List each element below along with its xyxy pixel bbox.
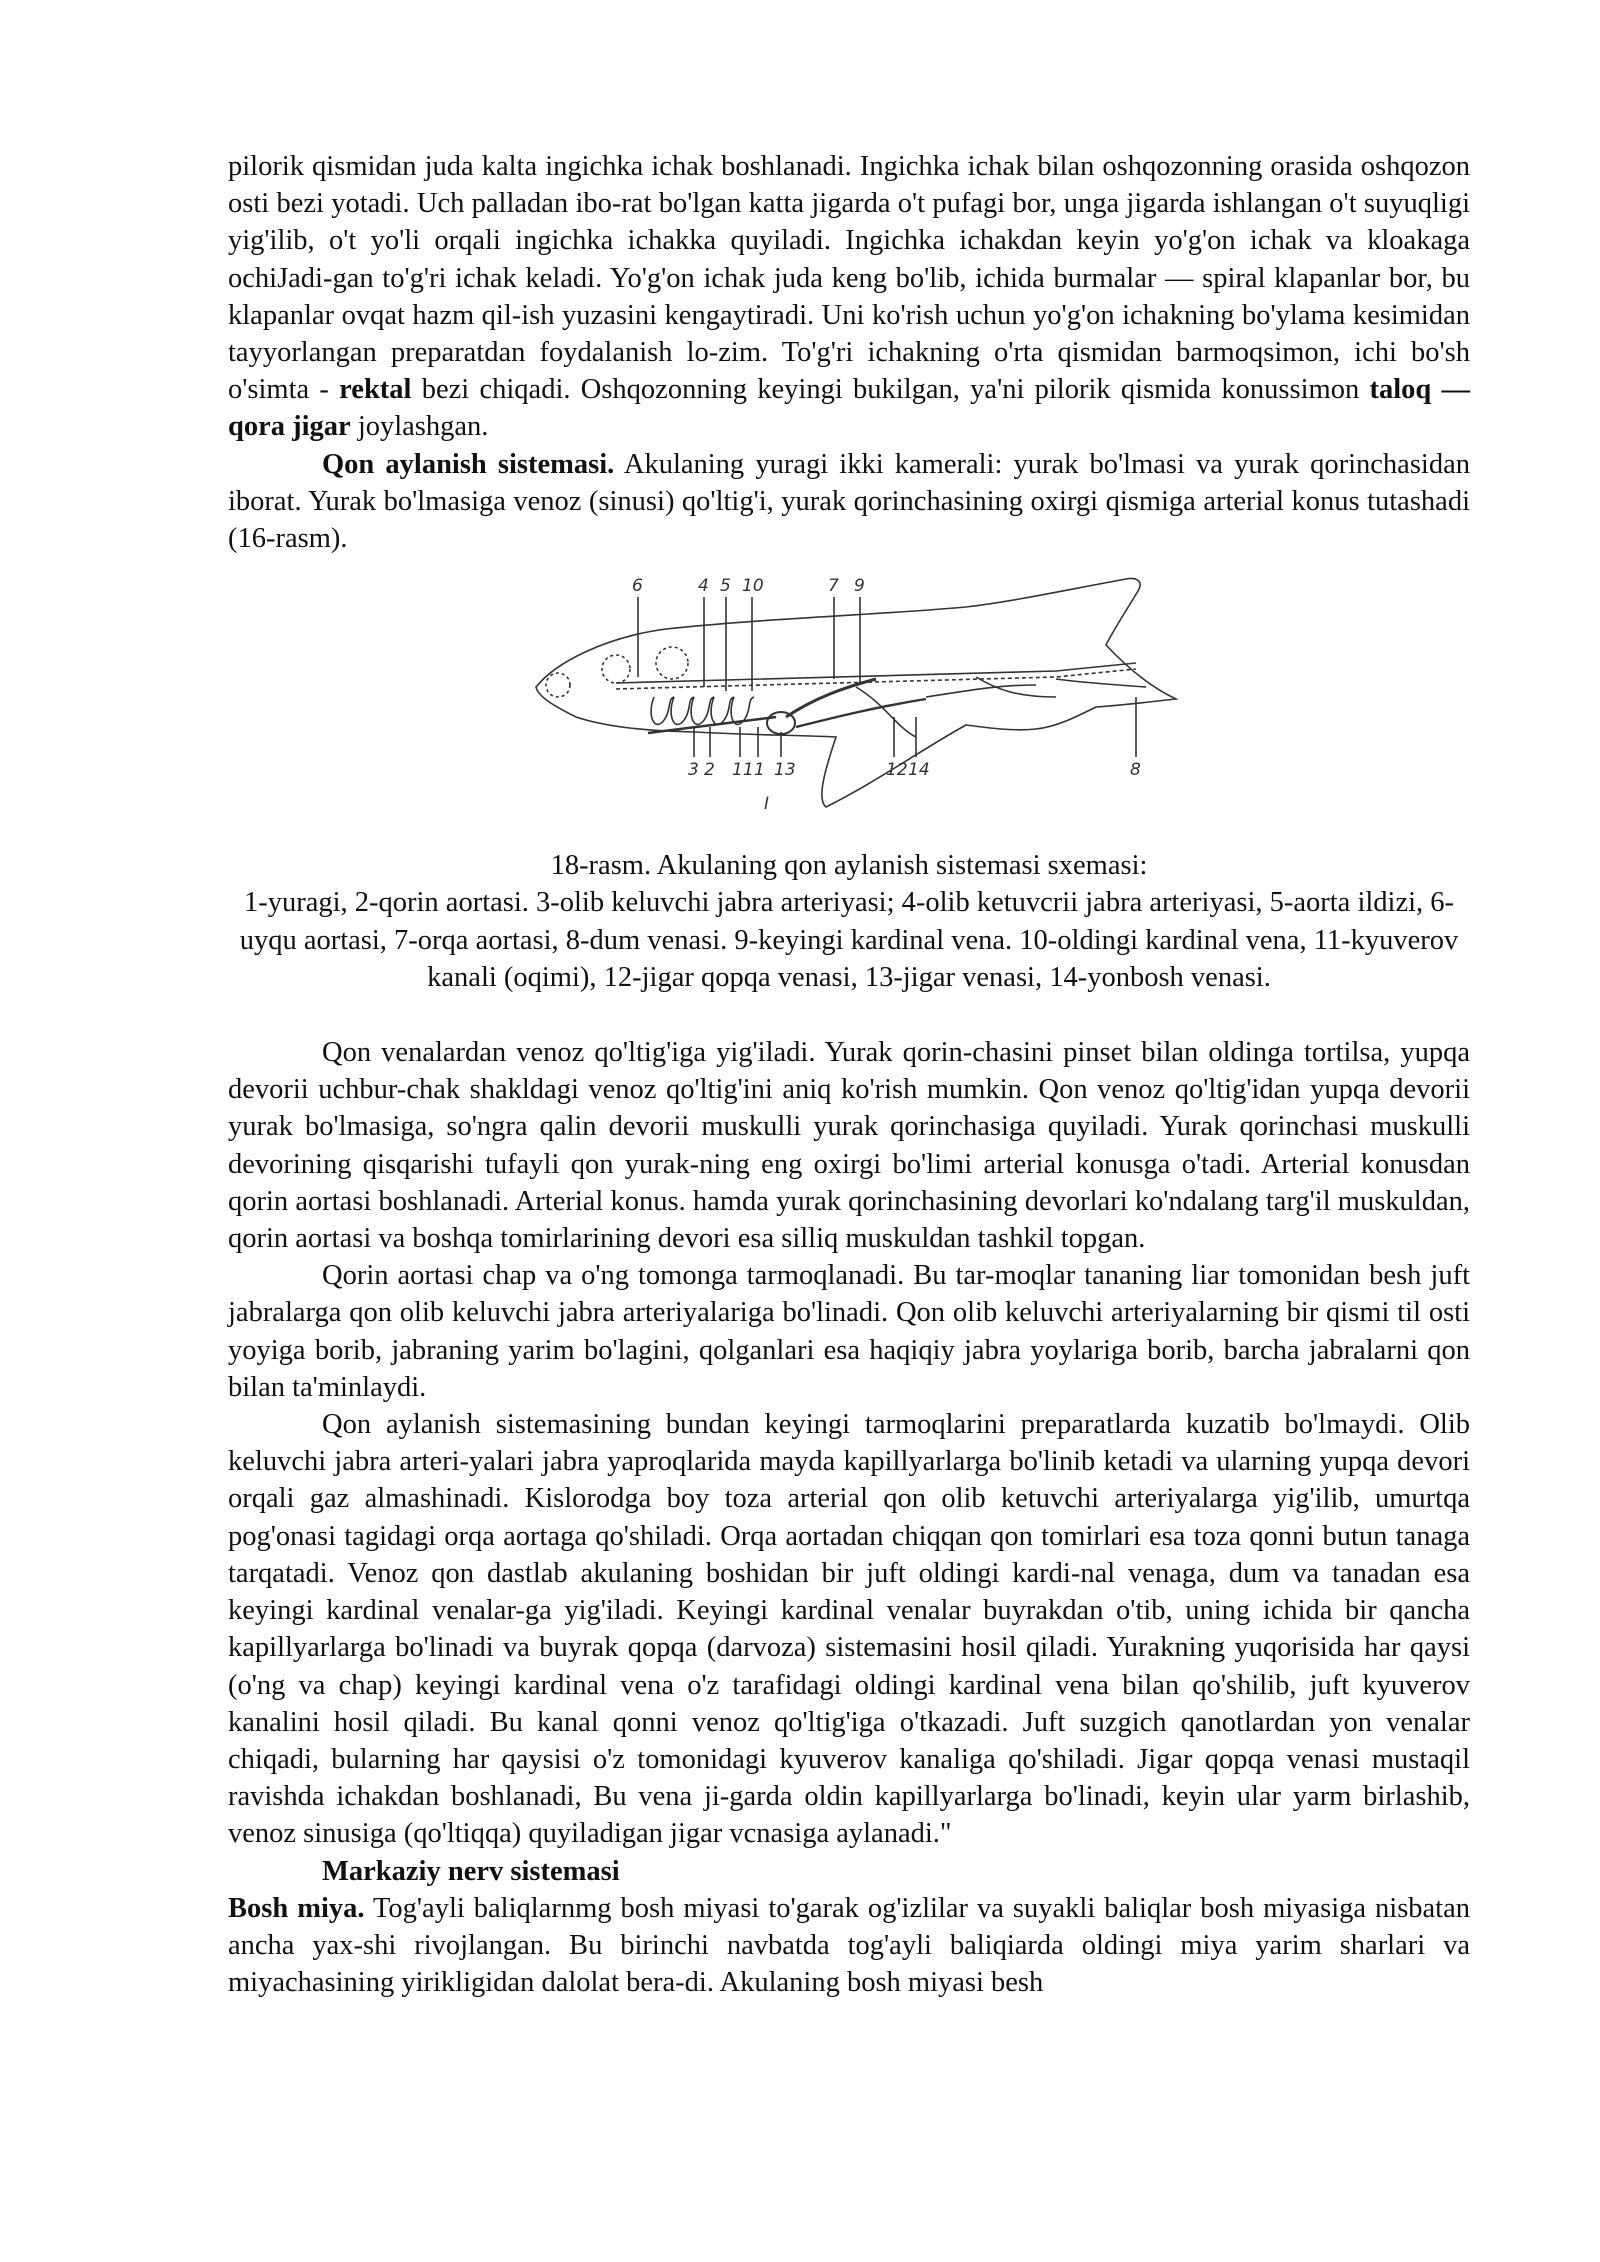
shark-body-outline [536, 579, 1176, 808]
figure-label-5: 5 [720, 576, 731, 597]
figure-caption [228, 847, 1470, 996]
figure-label-4: 4 [698, 576, 709, 597]
paragraph-digestive: pilorik qismidan juda kalta ingichka ichak boshlanadi. Ingichka ichak bilan oshqozonning orasida oshqozon osti bezi yotadi. Uch palladan ibo-rat bo'lgan katta jigarda o't pufagi bor, unga jigarda ishlangan o't suyuqligi yig'ilib, o't yo'li orqali ingichka ichakka quyiladi. Ingichka ichakdan keyin yo'g'on ichak va kloakaga ochiJadi-gan to'g'ri ichak keladi. Yo'g'on ichak juda keng bo'lib, ichida burmalar — spiral klapanlar bor, bu klapanlar ovqat hazm qil-ish yuzasini kengaytiradi. Uni ko'rish uchun yo'g'on ichakning bo'ylama kesimidan tayyorlangan preparatdan foydalanish lo-zim. To'g'ri ichakning o'rta qismidan barmoqsimon, ichi bo'sh o'simta - rektal bezi chiqadi. Oshqozonning keyingi bukilgan, ya'ni pilorik qismida konussimon taloq — qora jigar joylashgan. [228, 151, 1470, 443]
term-taloq: taloq — qora jigar [228, 374, 1470, 443]
figure-label-8: 8 [1130, 760, 1141, 781]
figure-label-2: 2 [704, 760, 715, 781]
figure-caption-text: 1-yuragi, 2-qorin aortasi. 3-olib keluvchi jabra arteriyasi; 4-olib ketuvcrii jabra arteriyasi, 5-aorta ildizi, 6-uyqu aortasi, 7-orqa aortasi, 8-dum venasi. 9-keyingi kardinal vena. 10-oldingi kardinal vena, 11-kyuverov kanali (oqimi), 12-jigar qopqa venasi, 13-jigar venasi, 14-yonbosh venasi. [239, 887, 1459, 993]
section-title-circulatory: Qon aylanish sistemasi. [322, 448, 615, 480]
document-page [228, 148, 1470, 2001]
figure-label-9: 9 [854, 576, 865, 597]
section-heading-nervous-system: Markaziy nerv sistemasi [322, 1855, 620, 1887]
paragraph-circulatory-intro: Qon aylanish sistemasi. Akulaning yuragi ikki kamerali: yurak bo'lmasi va yurak qorinchasidan iborat. Yurak bo'lmasiga venoz (sinusi) qo'ltig'i, yurak qorinchasining oxirgi qismiga arterial konus tutashadi (16-rasm). [228, 448, 1470, 555]
paragraph-brain: Bosh miya. Tog'ayli baliqlarnmg bosh miyasi to'garak og'izlilar va suyakli baliqlar bosh miyasiga nisbatan ancha yax-shi rivojlangan. Bu birinchi navbatda tog'ayli baliqiarda oldingi miya yarim sharlari va miyachasining yirikligidan dalolat bera-di. Akulaning bosh miyasi besh [228, 1892, 1470, 1999]
term-bosh-miya: Bosh miya. [228, 1892, 365, 1924]
figure-shark-circulation [228, 567, 1470, 839]
paragraph-venous-flow: Qon venalardan venoz qo'ltig'iga yig'iladi. Yurak qorin-chasini pinset bilan oldinga tortilsa, yupqa devorii uchbur-chak shakldagi venoz qo'ltig'ini aniq ko'rish mumkin. Qon venoz qo'ltig'idan yupqa devorii yurak bo'lmasiga, so'ngra qalin devorii muskulli yurak qorinchasiga quyiladi. Yurak qorinchasi muskulli devorining qisqarishi tufayli qon yurak-ning eng oxirgi bo'limi arterial konusga o'tadi. Arterial konusdan qorin aortasi boshlanadi. Arterial konus. hamda yurak qorinchasining devorlari ko'ndalang targ'il muskuldan, qorin aortasi va boshqa tomirlarining devori esa silliq muskuldan tashkil topgan. [228, 1037, 1470, 1255]
figure-label-1: 1 [754, 760, 765, 781]
figure-label-6: 6 [632, 576, 643, 597]
figure-label-10: 10 [742, 576, 764, 597]
figure-label-13: 13 [774, 760, 796, 781]
figure-label-11: 11 [732, 760, 754, 781]
figure-label-roman: I [764, 794, 770, 815]
paragraph-ventral-aorta: Qorin aortasi chap va o'ng tomonga tarmoqlanadi. Bu tar-moqlar tananing liar tomonidan besh juft jabralarga qon olib keluvchi jabra arteriyalariga bo'linadi. Qon olib keluvchi arteriyalarning bir qismi til osti yoyiga borib, jabraning yarim bo'lagini, qolganlari esa haqiqiy jabra yoylariga borib, barcha jabralarni qon bilan ta'minlaydi. [228, 1260, 1470, 1403]
figure-label-14: 14 [908, 760, 930, 781]
figure-label-12: 12 [886, 760, 908, 781]
figure-caption-title: 18-rasm. Akulaning qon aylanish sistemasi sxemasi: [550, 850, 1148, 882]
figure-label-3: 3 [688, 760, 699, 781]
term-rektal: rektal [339, 374, 412, 406]
shark-diagram [496, 567, 1186, 839]
spacer [228, 996, 1470, 1034]
paragraph-circulation-branches: Qon aylanish sistemasining bundan keyingi tarmoqlarini preparatlarda kuzatib bo'lmaydi. Olib keluvchi jabra arteri-yalari jabra yaproqlarida mayda kapillyarlarga bo'linib ketadi va ularning yupqa devori orqali gaz almashinadi. Kislorodga boy toza arterial qon olib ketuvchi arteriyalarga yig'ilib, umurtqa pog'onasi tagidagi orqa aortaga qo'shiladi. Orqa aortadan chiqqan qon tomirlari esa toza qonni butun tanaga tarqatadi. Venoz qon dastlab akulaning boshidan bir juft oldingi kardi-nal venaga, dum va tanadan esa keyingi kardinal venalar-ga yig'iladi. Keyingi kardinal venalar buyrakdan o'tib, uning ichida bir qancha kapillyarlarga bo'linadi va buyrak qopqa (darvoza) sistemasini hosil qiladi. Yurakning yuqorisida har qaysi (o'ng va chap) keyingi kardinal vena o'z tarafidagi oldingi kardinal vena bilan qo'shilib, juft kyuverov kanalini hosil qiladi. Bu kanal qonni venoz qo'ltig'iga o'tkazadi. Juft suzgich qanotlardan yon venalar chiqadi, bularning har qaysisi o'z tomonidagi kyuverov kanaliga qo'shiladi. Jigar qopqa venasi mustaqil ravishda ichakdan boshlanadi, Bu vena ji-garda oldin kapillyarlarga bo'linadi, keyin ular yarm birlashib, venoz sinusiga (qo'ltiqqa) quyiladigan jigar vcnasiga aylanadi." [228, 1409, 1470, 1850]
figure-label-7: 7 [828, 576, 839, 597]
